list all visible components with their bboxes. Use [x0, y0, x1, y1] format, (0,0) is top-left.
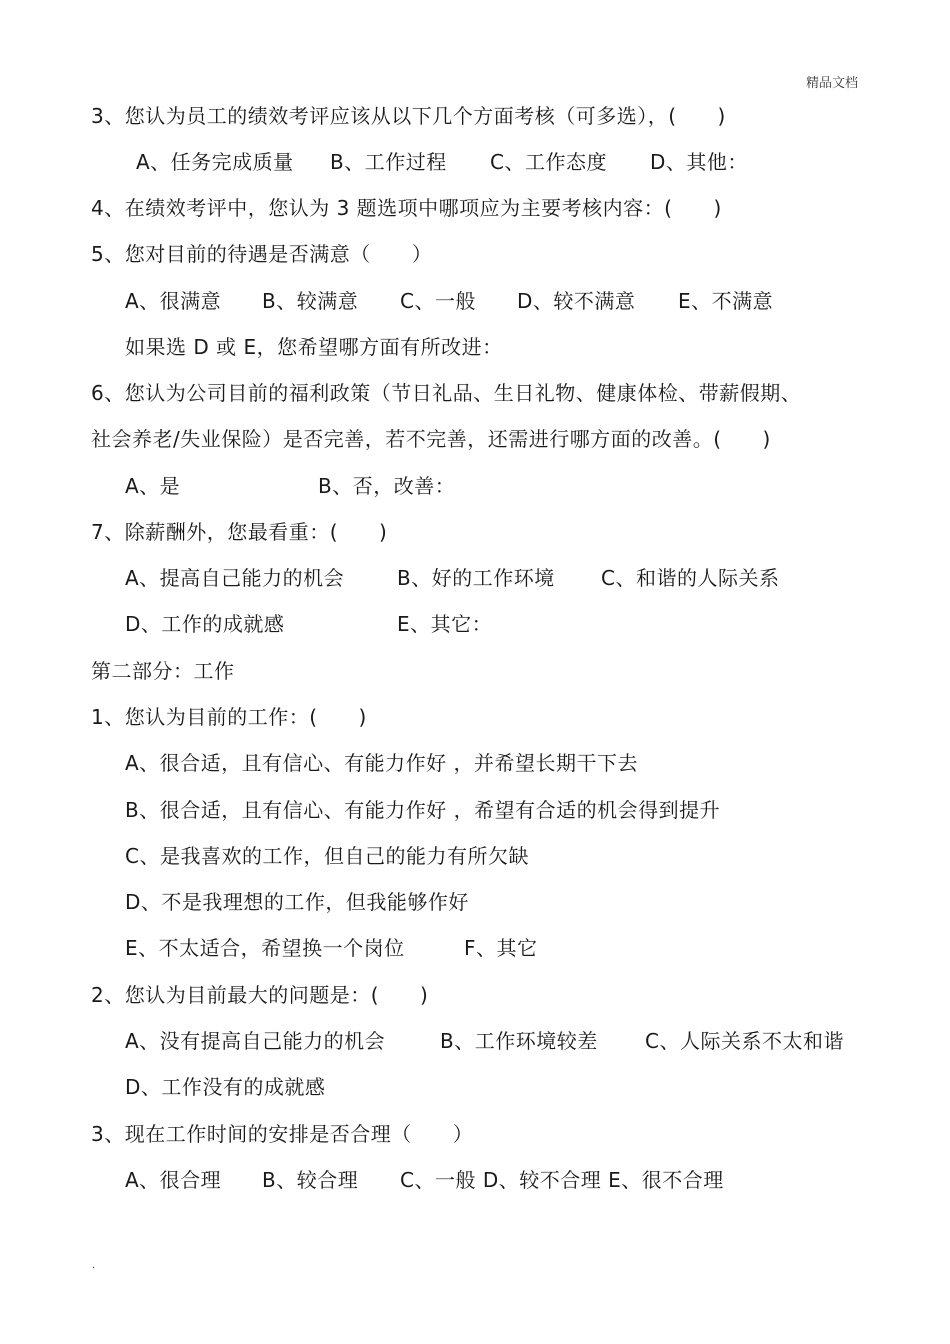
part2-option-3cde: C、一般 D、较不合理 E、很不合理: [400, 1168, 724, 1192]
option-3a: A、任务完成质量: [136, 150, 294, 174]
option-6b: B、否，改善：: [318, 474, 456, 498]
option-3c: C、工作态度: [490, 150, 607, 174]
part2-question-1-options-ef: [0, 935, 950, 961]
page-header-tag: 精品文档: [806, 76, 859, 91]
option-5c: C、一般: [400, 289, 476, 313]
question-7: 7、除薪酬外，您最看重：( ): [91, 520, 388, 544]
option-7c: C、和谐的人际关系: [601, 566, 780, 590]
question-5-followup: 如果选 D 或 E，您希望哪方面有所改进：: [125, 335, 503, 359]
question-5: 5、您对目前的待遇是否满意（ ）: [91, 242, 433, 266]
part2-option-2b: B、工作环境较差: [440, 1029, 598, 1053]
part2-option-2c: C、人际关系不太和谐: [645, 1029, 844, 1053]
part2-option-1e: E、不太适合，希望换一个岗位: [125, 936, 405, 960]
option-5d: D、较不满意: [517, 289, 636, 313]
option-5a: A、很满意: [125, 289, 222, 313]
option-7a: A、提高自己能力的机会: [125, 566, 345, 590]
part2-option-2d: D、工作没有的成就感: [125, 1075, 326, 1099]
option-7e: E、其它：: [397, 612, 493, 636]
part2-option-2a: A、没有提高自己能力的机会: [125, 1029, 386, 1053]
question-7-options-row-1: [0, 565, 950, 591]
part2-question-1: 1、您认为目前的工作：( ): [91, 705, 367, 729]
question-6-line-2: 社会养老/失业保险）是否完善，若不完善，还需进行哪方面的改善。( ): [91, 427, 771, 451]
part2-option-1b: B、很合适，且有信心、有能力作好 ，希望有合适的机会得到提升: [125, 798, 721, 822]
option-5b: B、较满意: [262, 289, 359, 313]
part2-option-3b: B、较合理: [262, 1168, 359, 1192]
question-4: 4、在绩效考评中，您认为 3 题选项中哪项应为主要考核内容：( ): [91, 196, 722, 220]
footer-dot: .: [92, 1260, 96, 1271]
part2-option-3a: A、很合理: [125, 1168, 222, 1192]
part2-question-2-options: [0, 1028, 950, 1054]
option-7b: B、好的工作环境: [397, 566, 555, 590]
option-3b: B、工作过程: [330, 150, 447, 174]
question-6-options: [0, 473, 950, 499]
question-3-options: [0, 149, 950, 175]
question-7-options-row-2: [0, 611, 950, 637]
question-5-options: [0, 288, 950, 314]
option-7d: D、工作的成就感: [125, 612, 285, 636]
option-6a: A、是: [125, 474, 181, 498]
part2-question-2: 2、您认为目前最大的问题是：( ): [91, 983, 429, 1007]
section-title-part-2: 第二部分：工作: [91, 659, 235, 683]
part2-option-1f: F、其它: [464, 936, 538, 960]
option-5e: E、不满意: [678, 289, 774, 313]
part2-option-1a: A、很合适，且有信心、有能力作好 ，并希望长期干下去: [125, 751, 639, 775]
part2-question-3-options: [0, 1167, 950, 1193]
part2-question-3: 3、现在工作时间的安排是否合理（ ）: [91, 1122, 474, 1146]
question-3: 3、您认为员工的绩效考评应该从以下几个方面考核（可多选），( ): [91, 104, 726, 128]
question-6-line-1: 6、您认为公司目前的福利政策（节日礼品、生日礼物、健康体检、带薪假期、: [91, 381, 802, 405]
part2-option-1d: D、不是我理想的工作，但我能够作好: [125, 890, 469, 914]
part2-option-1c: C、是我喜欢的工作，但自己的能力有所欠缺: [125, 844, 529, 868]
option-3d: D、其他：: [650, 150, 748, 174]
